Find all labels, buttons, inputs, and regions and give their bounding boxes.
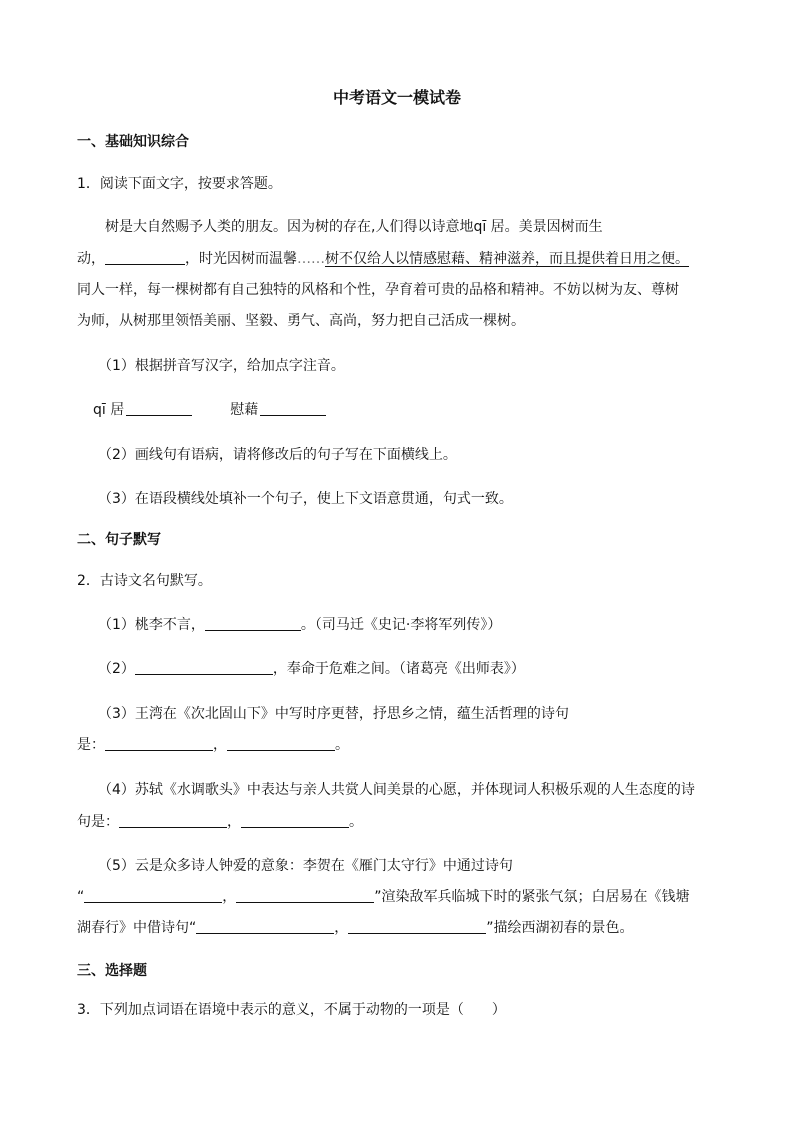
open-quote: “ bbox=[77, 889, 85, 905]
question-1-sub-2: （2）画线句有语病，请将修改后的句子写在下面横线上。 bbox=[98, 447, 457, 463]
section-heading-2: 二、句子默写 bbox=[77, 532, 161, 548]
question-2-sub-4-answers bbox=[77, 813, 363, 831]
answer-blank[interactable] bbox=[205, 616, 301, 631]
terminator: 。 bbox=[349, 814, 363, 830]
passage-line-2-start: 动， bbox=[77, 251, 105, 267]
answer-blank[interactable] bbox=[126, 401, 192, 416]
underlined-sentence: 树不仅给人以情感慰藉、精神滋养，而且提供着日用之便。 bbox=[325, 251, 689, 267]
question-2-sub-5-c: 湖春行》中借诗句“ bbox=[77, 920, 197, 936]
question-2-sub-5-end: ”描绘西湖初春的景色。 bbox=[486, 920, 634, 936]
question-2-sub-1-end: 。（司马迁《史记·李将军列传》） bbox=[300, 617, 502, 633]
question-2-sub-3: （3）王湾在《次北固山下》中写时序更替，抒思乡之情，蕴生活哲理的诗句 bbox=[98, 706, 569, 722]
answer-blank[interactable] bbox=[260, 401, 326, 416]
ellipsis: …… bbox=[297, 251, 325, 267]
separator: ， bbox=[227, 814, 241, 830]
word-prompt: 慰藉 bbox=[230, 402, 259, 418]
answer-blank[interactable] bbox=[105, 736, 213, 751]
answer-blank[interactable] bbox=[348, 919, 486, 934]
question-3-stem: 3．下列加点词语在语境中表示的意义，不属于动物的一项是（ ） bbox=[77, 1002, 506, 1018]
question-2-sub-5-mid: ”渲染敌军兵临城下时的紧张气氛；白居易在《钱塘 bbox=[374, 889, 690, 905]
question-1-sub-3: （3）在语段横线处填补一个句子，使上下文语意贯通，句式一致。 bbox=[98, 491, 513, 507]
question-2-sub-1 bbox=[98, 616, 501, 634]
question-2-sub-2-end: ，奉命于危难之间。（诸葛亮《出师表》） bbox=[272, 661, 525, 677]
section-heading-1: 一、基础知识综合 bbox=[77, 134, 189, 150]
question-2-stem: 2．古诗文名句默写。 bbox=[77, 573, 212, 589]
separator: ， bbox=[222, 889, 237, 905]
answer-prefix: 是： bbox=[77, 737, 105, 753]
passage-line-2 bbox=[77, 250, 689, 268]
terminator: 。 bbox=[335, 737, 349, 753]
separator: ， bbox=[213, 737, 227, 753]
question-2-sub-2-start: （2） bbox=[98, 661, 135, 677]
answer-blank[interactable] bbox=[105, 250, 185, 265]
passage-line-2-mid: ，时光因树而温馨 bbox=[185, 251, 297, 267]
answer-blank[interactable] bbox=[135, 660, 273, 675]
answer-blank[interactable] bbox=[241, 813, 349, 828]
question-2-sub-5-line-3 bbox=[77, 919, 634, 937]
question-2-sub-5-line-2 bbox=[77, 888, 690, 906]
question-1-sub-1-answers bbox=[93, 401, 326, 419]
question-2-sub-5: （5）云是众多诗人钟爱的意象：李贺在《雁门太守行》中通过诗句 bbox=[98, 858, 513, 874]
answer-blank[interactable] bbox=[119, 813, 227, 828]
question-2-sub-1-start: （1）桃李不言， bbox=[98, 617, 205, 633]
question-1-sub-1: （1）根据拼音写汉字，给加点字注音。 bbox=[98, 358, 345, 374]
pinyin-prompt: qī 居 bbox=[93, 402, 125, 418]
answer-blank[interactable] bbox=[84, 888, 222, 903]
passage-line-1: 树是大自然赐予人类的朋友。因为树的存在,人们得以诗意地qī 居。美景因树而生 bbox=[105, 219, 603, 235]
answer-blank[interactable] bbox=[236, 888, 374, 903]
question-1-stem: 1．阅读下面文字，按要求答题。 bbox=[77, 176, 282, 192]
answer-blank[interactable] bbox=[196, 919, 334, 934]
answer-prefix: 句是： bbox=[77, 814, 119, 830]
section-heading-3: 三、选择题 bbox=[77, 963, 147, 979]
question-2-sub-4: （4）苏轼《水调歌头》中表达与亲人共赏人间美景的心愿，并体现词人积极乐观的人生态度的诗 bbox=[98, 782, 695, 798]
passage-line-4: 为师，从树那里领悟美丽、坚毅、勇气、高尚，努力把自己活成一棵树。 bbox=[77, 313, 525, 329]
passage-line-3: 同人一样，每一棵树都有自己独特的风格和个性，孕育着可贵的品格和精神。不妨以树为友、尊树 bbox=[77, 282, 679, 298]
page-title: 中考语文一模试卷 bbox=[332, 88, 461, 107]
question-2-sub-2 bbox=[98, 660, 525, 678]
separator: ， bbox=[334, 920, 349, 936]
answer-blank[interactable] bbox=[227, 736, 335, 751]
question-2-sub-3-answers bbox=[77, 736, 349, 754]
